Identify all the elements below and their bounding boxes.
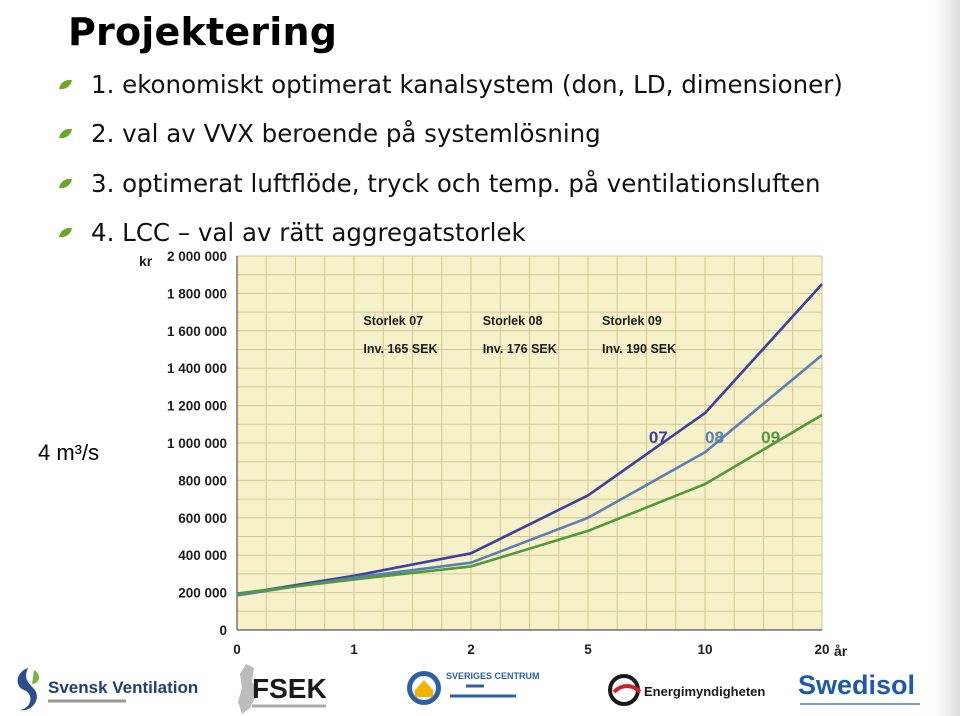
lcc-chart (125, 248, 865, 662)
y-tick-label: 1 200 000 (166, 398, 227, 414)
y-tick-label: 1 000 000 (166, 436, 227, 451)
x-tick-label: 5 (584, 642, 592, 657)
annotation-label: Inv. 176 SEK (482, 342, 557, 357)
y-tick-label: 0 (219, 623, 227, 638)
x-axis-label: år (834, 643, 848, 659)
flow-label: 4 m³/s (38, 440, 100, 465)
swedisol-logo (796, 662, 932, 716)
y-tick-label: 2 000 000 (166, 249, 227, 264)
leaf-bullet-icon (58, 227, 73, 238)
x-tick-label: 2 (467, 642, 475, 657)
logo-bar (0, 662, 960, 716)
y-tick-label: 800 000 (178, 473, 227, 489)
logo-text: Svensk Ventilation (48, 678, 199, 697)
series-label-07: 07 (648, 428, 668, 447)
fsek-logo (228, 662, 338, 716)
x-axis-ticks (233, 642, 829, 657)
leaf-bullet-icon (58, 79, 73, 90)
bullet-text: 1. ekonomiskt optimerat kanalsystem (don, LD, dimensioner) (91, 70, 843, 99)
logo-text: SVERIGES CENTRUM (446, 671, 540, 681)
series-label-08: 08 (705, 428, 724, 447)
slide-title: Projektering (68, 10, 338, 54)
x-tick-label: 20 (814, 642, 830, 657)
annotation-label: Storlek 08 (482, 314, 543, 329)
slide-edge-shade (934, 0, 960, 716)
x-tick-label: 1 (350, 642, 358, 657)
bullet-text: 3. optimerat luftflöde, tryck och temp. på ventilationsluften (91, 169, 821, 198)
annotation-label: Storlek 07 (363, 314, 424, 329)
y-tick-label: 1 400 000 (166, 361, 227, 377)
logo-text: FSEK (252, 673, 327, 704)
bullet-text: 4. LCC – val av rätt aggregatstorlek (91, 218, 526, 247)
leaf-bullet-icon (58, 128, 73, 139)
annotation-label: Storlek 09 (602, 314, 662, 329)
y-axis-label: kr (139, 253, 153, 269)
y-tick-label: 1 800 000 (166, 286, 227, 302)
y-axis-ticks (167, 249, 227, 638)
y-tick-label: 200 000 (178, 585, 227, 601)
energimyndigheten-logo (606, 662, 766, 716)
x-tick-label: 10 (697, 642, 713, 657)
y-tick-label: 400 000 (178, 548, 227, 564)
chart-grid (237, 256, 822, 630)
bullet-text: 2. val av VVX beroende på systemlösning (91, 119, 601, 148)
y-tick-label: 1 600 000 (166, 323, 227, 339)
x-tick-label: 0 (233, 642, 241, 657)
nollenergihus-logo (404, 662, 540, 716)
y-tick-label: 600 000 (178, 510, 227, 526)
logo-text: Swedisol (798, 670, 916, 700)
annotation-label: Inv. 190 SEK (602, 342, 677, 357)
annotation-label: Inv. 165 SEK (363, 342, 438, 357)
leaf-bullet-icon (58, 178, 73, 189)
series-label-09: 09 (761, 428, 781, 447)
logo-text: Energimyndigheten (644, 684, 766, 699)
svensk-ventilation-logo (8, 662, 199, 716)
